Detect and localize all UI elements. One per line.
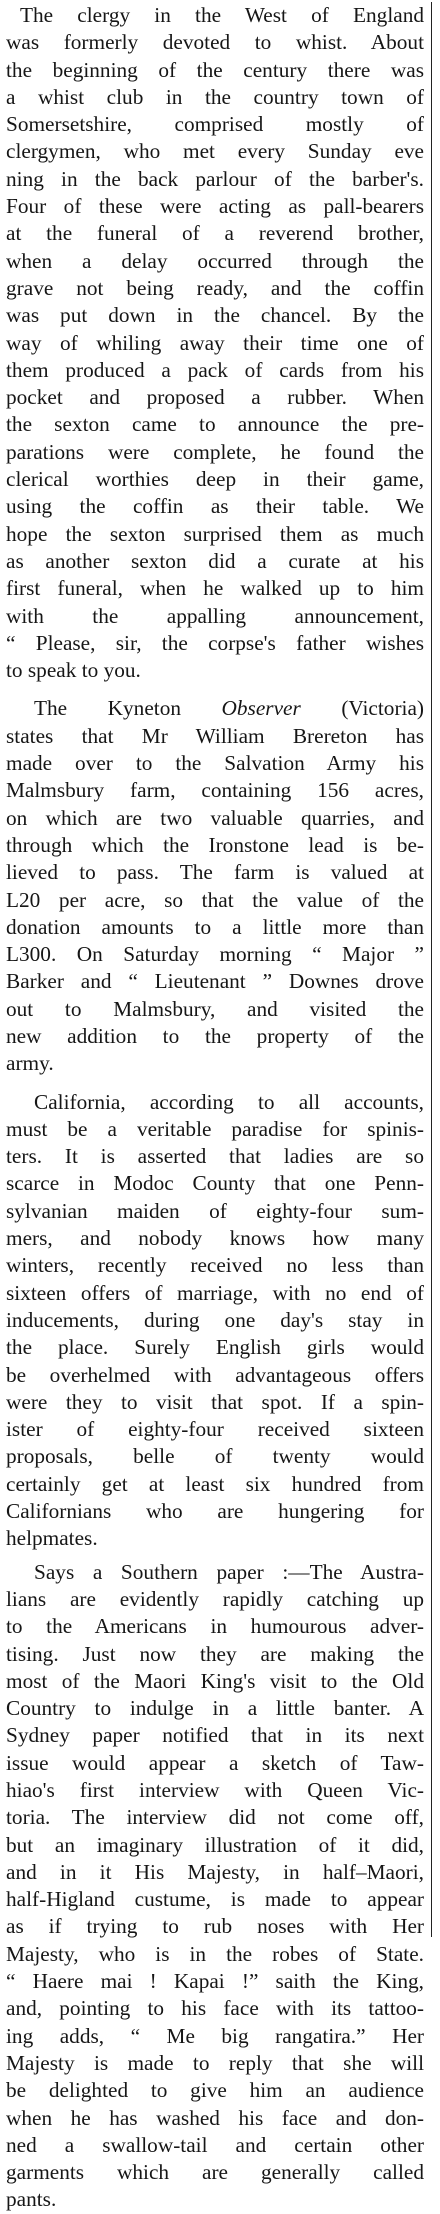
text-line: ters. It is asserted that ladies are so — [6, 1144, 424, 1169]
text-line: the beginning of the century there was — [6, 57, 424, 82]
text-line: to the Americans in humourous adver- — [6, 1614, 424, 1639]
text-line: donation amounts to a little more than — [6, 914, 424, 939]
text-line: inducements, during one day's stay in — [6, 1307, 424, 1332]
text-line: Somersetshire, comprised mostly of — [6, 112, 424, 137]
text-line: half-Higland custume, is made to appear — [6, 1887, 424, 1912]
paragraph-southern-paper — [6, 1559, 424, 2214]
text-line: garments which are generally called — [6, 2160, 424, 2185]
text-line: “ Please, sir, the corpse's father wishes — [6, 630, 424, 655]
newspaper-title-italic: Observer — [221, 696, 301, 721]
paragraph-gap — [6, 684, 424, 695]
text-line: using the coffin as their table. We — [6, 494, 424, 519]
text-line: mers, and nobody knows how many — [6, 1226, 424, 1251]
text-line: pants. — [6, 2187, 57, 2212]
text-line: ned a swallow-tail and certain other — [6, 2132, 424, 2157]
text-line: as another sexton did a curate at his — [6, 548, 424, 573]
text-line: winters, recently received no less than — [6, 1253, 424, 1278]
text-line: the sexton came to announce the pre- — [6, 412, 424, 437]
newspaper-column — [6, 2, 432, 2212]
paragraph-clergy-whist — [6, 2, 424, 684]
text-line: sylvanian maiden of eighty-four sum- — [6, 1198, 424, 1223]
text-line: sixteen offers of marriage, with no end of — [6, 1280, 424, 1305]
text-line: was formerly devoted to whist. About — [6, 30, 424, 55]
text-line: through which the Ironstone lead is be- — [6, 832, 424, 857]
text-line: out to Malmsbury, and visited the — [6, 996, 424, 1021]
text-line: but an imaginary illustration of it did, — [6, 1832, 424, 1857]
text-line: Majesty, who is in the robes of State. — [6, 1941, 424, 1966]
text-line: and, pointing to his face with its tattoo- — [6, 1996, 424, 2021]
paragraph-kyneton-observer — [6, 695, 424, 1077]
text-line: Majesty is made to reply that she will — [6, 2050, 424, 2075]
text-line: lieved to pass. The farm is valued at — [6, 860, 424, 885]
text-line: proposals, belle of twenty would — [6, 1444, 424, 1469]
text-line: when he has washed his face and don- — [6, 2105, 424, 2130]
text-line: clergymen, who met every Sunday eve — [6, 139, 424, 164]
text-line: army. — [6, 1051, 54, 1076]
text-line: hiao's first interview with Queen Vic- — [6, 1778, 424, 1802]
text-line: way of whiling away their time one of — [6, 330, 424, 355]
text-line: most of the Maori King's visit to the Old — [6, 1668, 424, 1693]
text-line: Sydney paper notified that in its next — [6, 1723, 424, 1748]
text-line: certainly get at least six hundred from — [6, 1471, 424, 1496]
text-line: and in it His Majesty, in half–Maori, — [6, 1859, 424, 1884]
text-line: tising. Just now they are making the — [6, 1641, 424, 1666]
text-line: Californians who are hungering for — [6, 1499, 424, 1524]
text-line: pocket and proposed a rubber. When — [6, 385, 424, 410]
text-line: issue would appear a sketch of Taw- — [6, 1750, 424, 1775]
text-line: as if trying to rub noses with Her — [6, 1914, 424, 1939]
text-line: made over to the Salvation Army his — [6, 751, 424, 776]
text-line: be overhelmed with advantageous offers — [6, 1362, 424, 1387]
text-line: L20 per acre, so that the value of the — [6, 887, 424, 912]
text-line: ning in the back parlour of the barber's. — [6, 166, 424, 191]
text-line: Country to indulge in a little banter. A — [6, 1696, 424, 1721]
column-rule — [431, 2, 432, 1937]
text-line: first funeral, when he walked up to him — [6, 576, 424, 601]
text-line: parations were complete, he found the — [6, 439, 424, 464]
article-body — [6, 2, 424, 2214]
text-line: the place. Surely English girls would — [6, 1335, 424, 1360]
text-line: “ Haere mai ! Kapai !” saith the King, — [6, 1969, 424, 1994]
text-line: must be a veritable paradise for spinis- — [6, 1116, 424, 1141]
text-line: a whist club in the country town of — [6, 84, 424, 109]
text-line: ing adds, “ Me big rangatira.” Her — [6, 2023, 424, 2048]
text-line: were they to visit that spot. If a spin- — [6, 1389, 424, 1414]
text-line: grave not being ready, and the coffin — [6, 275, 424, 300]
text-line: states that Mr William Brereton has — [6, 723, 424, 748]
text-line: The Kyneton Observer (Victoria) — [34, 696, 424, 721]
text-line: new addition to the property of the — [6, 1023, 424, 1048]
text-line: with the appalling announcement, — [6, 603, 424, 628]
text-line: Barker and “ Lieutenant ” Downes drove — [6, 969, 424, 994]
text-line: was put down in the chancel. By the — [6, 303, 424, 328]
text-line: The clergy in the West of England — [20, 3, 424, 27]
text-line: ister of eighty-four received sixteen — [6, 1417, 424, 1442]
paragraph-gap — [6, 1078, 424, 1089]
paragraph-california-spinsters — [6, 1089, 424, 1553]
text-line: be delighted to give him an audience — [6, 2078, 424, 2103]
text-line: scarce in Modoc County that one Penn- — [6, 1171, 424, 1196]
text-line: at the funeral of a reverend brother, — [6, 221, 424, 246]
text-line: when a delay occurred through the — [6, 248, 424, 273]
text-line: L300. On Saturday morning “ Major ” — [6, 942, 424, 967]
text-line: clerical worthies deep in their game, — [6, 467, 424, 492]
text-line: to speak to you. — [6, 658, 141, 683]
text-line: Malmsbury farm, containing 156 acres, — [6, 778, 424, 803]
text-line: Says a Southern paper :—The Austra- — [34, 1559, 424, 1584]
text-line: toria. The interview did not come off, — [6, 1805, 424, 1830]
text-line: on which are two valuable quarries, and — [6, 805, 424, 830]
text-line: lians are evidently rapidly catching up — [6, 1586, 424, 1611]
text-line: California, according to all accounts, — [34, 1089, 424, 1114]
text-line: them produced a pack of cards from his — [6, 357, 424, 382]
text-line: Four of these were acting as pall-bearers — [6, 194, 424, 219]
text-line: hope the sexton surprised them as much — [6, 521, 424, 546]
text-line: helpmates. — [6, 1526, 98, 1551]
